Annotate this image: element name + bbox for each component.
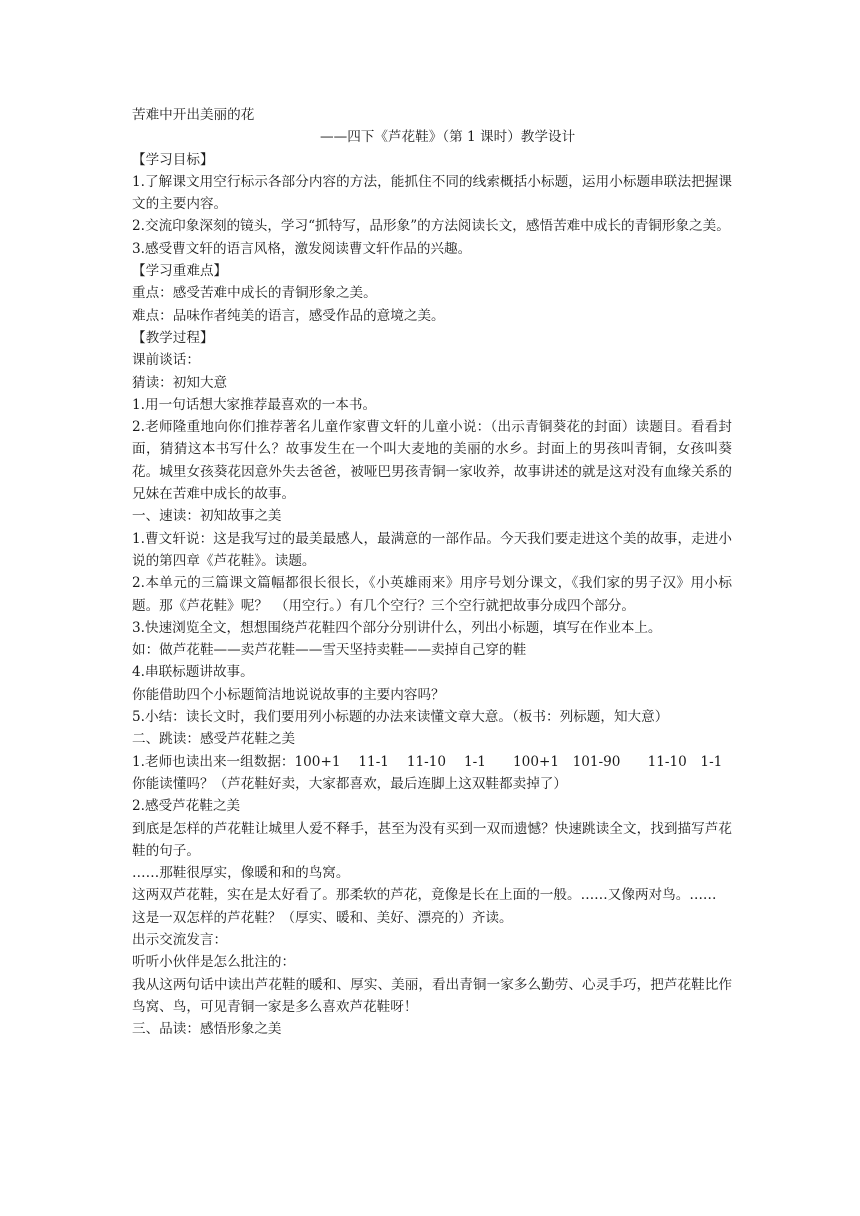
paragraph: 1.老师也读出来一组数据：100+1 11-1 11-10 1-1 100+1 101-90 11-10 1-1 [132, 753, 723, 770]
paragraph: 4.串联标题讲故事。 [132, 664, 254, 681]
document-body [132, 149, 732, 1041]
document-title: 苦难中开出美丽的花 [132, 107, 255, 123]
paragraph: 这两双芦花鞋，实在是太好看了。那柔软的芦花，竟像是长在上面的一般。……又像两对鸟。…… [132, 887, 717, 904]
paragraph: 【学习重难点】 [132, 263, 228, 280]
paragraph: 这是一双怎样的芦花鞋？（厚实、暖和、美好、漂亮的）齐读。 [132, 909, 513, 926]
paragraph: 难点：品味作者纯美的语言，感受作品的意境之美。 [132, 307, 445, 324]
document-subtitle: ——四下《芦花鞋》（第 1 课时）教学设计 [320, 129, 576, 146]
paragraph: 2.老师隆重地向你们推荐著名儿童作家曹文轩的儿童小说：（出示青铜葵花的封面）读题目。看看封面，猜猜这本书写什么？故事发生在一个叫大麦地的美丽的水乡。封面上的男孩叫青铜，女孩叫葵花。城里女孩葵花因意外失去爸爸，被哑巴男孩青铜一家收养，故事讲述的就是这对没有血缘关系的兄妹在苦难中成长的故事。 [132, 419, 732, 503]
paragraph: 2.感受芦花鞋之美 [132, 798, 241, 815]
paragraph: 三、品读：感悟形象之美 [132, 1021, 282, 1038]
paragraph: 1.曹文轩说：这是我写过的最美最感人，最满意的一部作品。今天我们要走进这个美的故事，走进小说的第四章《芦花鞋》。读题。 [132, 530, 732, 569]
paragraph: 如：做芦花鞋——卖芦花鞋——雪天坚持卖鞋——卖掉自己穿的鞋 [132, 642, 527, 659]
paragraph: 5.小结：读长文时，我们要用列小标题的办法来读懂文章大意。（板书：列标题，知大意） [132, 709, 669, 726]
paragraph: 我从这两句话中读出芦花鞋的暖和、厚实、美丽，看出青铜一家多么勤劳、心灵手巧，把芦花鞋比作鸟窝、鸟，可见青铜一家是多么喜欢芦花鞋呀！ [132, 976, 732, 1015]
paragraph: 听听小伙伴是怎么批注的： [132, 954, 296, 971]
paragraph: 1.了解课文用空行标示各部分内容的方法，能抓住不同的线索概括小标题，运用小标题串联法把握课文的主要内容。 [132, 173, 732, 213]
paragraph: 课前谈话： [132, 352, 200, 369]
paragraph: 出示交流发言： [132, 931, 228, 948]
paragraph: 到底是怎样的芦花鞋让城里人爱不释手，甚至为没有买到一双而遗憾？快速跳读全文，找到描写芦花鞋的句子。 [132, 820, 732, 859]
paragraph: 3.快速浏览全文，想想围绕芦花鞋四个部分分别讲什么，列出小标题，填写在作业本上。 [132, 619, 662, 636]
paragraph: 2.本单元的三篇课文篇幅都很长很长，《小英雄雨来》用序号划分课文，《我们家的男子汉》用小标题。那《芦花鞋》呢？ （用空行。）有几个空行？三个空行就把故事分成四个部分。 [132, 575, 732, 614]
paragraph: 二、跳读：感受芦花鞋之美 [132, 731, 296, 748]
paragraph: 【学习目标】 [132, 151, 214, 168]
paragraph: 2.交流印象深刻的镜头，学习“抓特写，品形象”的方法阅读长文，感悟苦难中成长的青铜形象之美。 [132, 218, 730, 235]
paragraph: 重点：感受苦难中成长的青铜形象之美。 [132, 285, 377, 302]
paragraph: ……那鞋很厚实，像暖和和的鸟窝。 [132, 865, 350, 882]
document-page [132, 104, 732, 1040]
paragraph: 一、速读：初知故事之美 [132, 508, 282, 525]
paragraph: 猜读：初知大意 [132, 374, 228, 391]
paragraph: 你能借助四个小标题简洁地说说故事的主要内容吗？ [132, 686, 445, 703]
paragraph: 3.感受曹文轩的语言风格，激发阅读曹文轩作品的兴趣。 [132, 240, 472, 257]
paragraph: 你能读懂吗？（芦花鞋好卖，大家都喜欢，最后连脚上这双鞋都卖掉了） [132, 775, 567, 792]
paragraph: 1.用一句话想大家推荐最喜欢的一本书。 [132, 396, 377, 413]
paragraph: 【教学过程】 [132, 329, 214, 346]
